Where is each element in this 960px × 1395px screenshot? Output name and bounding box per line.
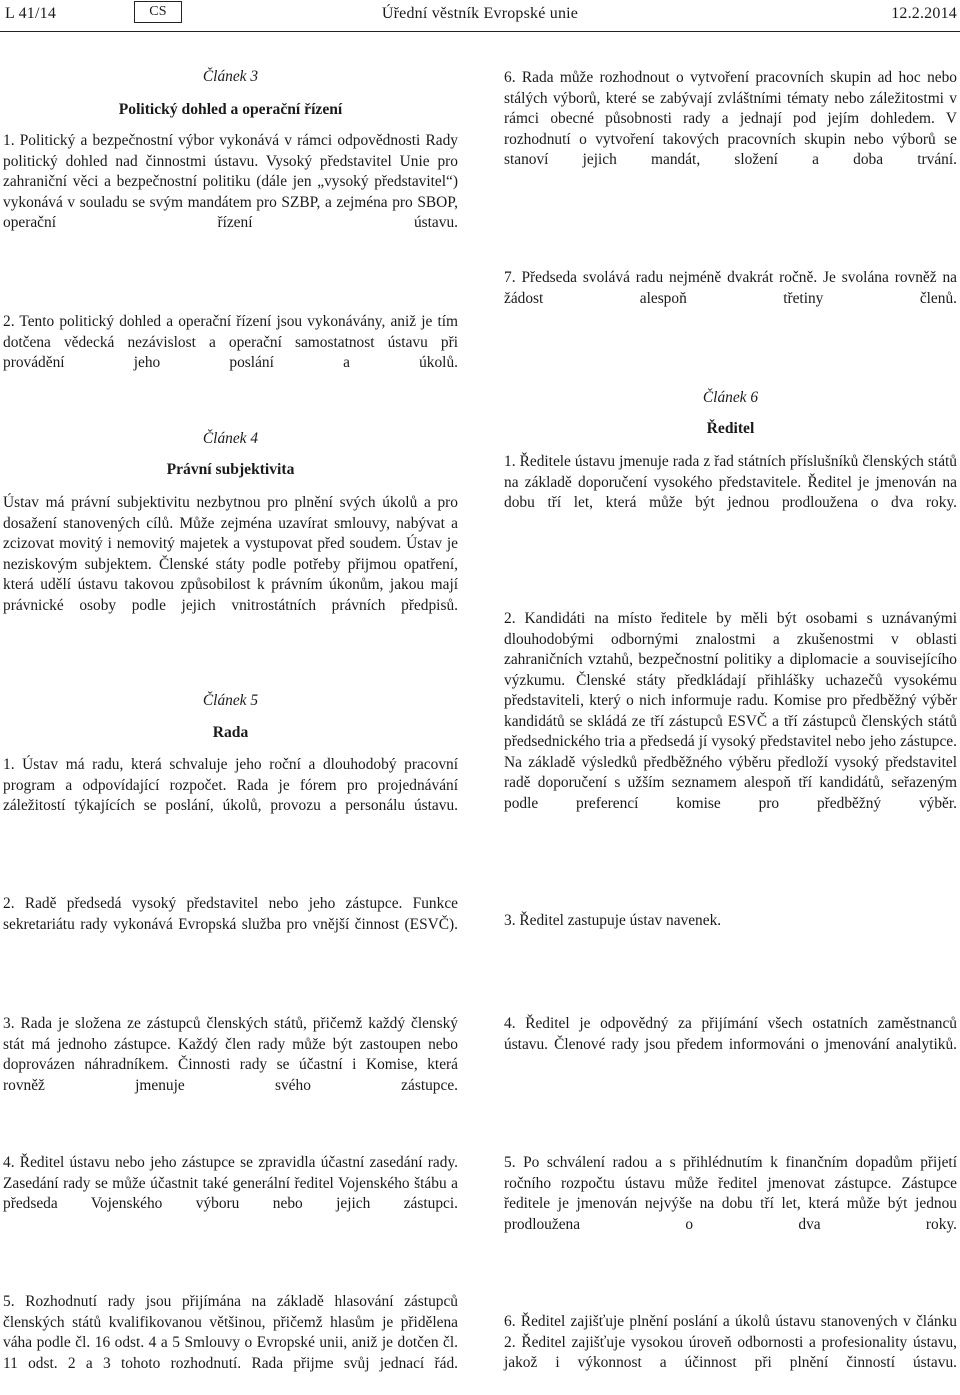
article-6-paragraph-5: 5. Po schválení radou a s přihlédnutím k finančním dopadům přijetí ročního rozpočtu ústavu může ředitel jmenovat zástupce. Zástupce ředitele je jmenován nejvýše na dobu tří let, která může být jednou prodloužena o dva roky. bbox=[504, 1154, 957, 1233]
article-4-title: Právní subjektivita bbox=[166, 461, 295, 478]
article-6-paragraph-3: 3. Ředitel zastupuje ústav navenek. bbox=[504, 912, 722, 929]
language-badge: CS bbox=[134, 1, 182, 23]
article-5-label: Článek 5 bbox=[202, 692, 259, 709]
article-4-label: Článek 4 bbox=[202, 430, 259, 447]
article-6-title: Ředitel bbox=[706, 420, 755, 437]
article-5-title: Rada bbox=[212, 724, 249, 741]
publication-date: 12.2.2014 bbox=[891, 5, 957, 22]
journal-title: Úřední věstník Evropské unie bbox=[381, 5, 579, 22]
article-6-label: Článek 6 bbox=[702, 389, 759, 406]
article-5-paragraph-7: 7. Předseda svolává radu nejméně dvakrát ročně. Je svolána rovněž na žádost alespoň třetiny členů. bbox=[504, 269, 957, 307]
article-6-paragraph-6: 6. Ředitel zajišťuje plnění poslání a úkolů ústavu stanovených v článku 2. Ředitel zajišťuje vysokou úroveň odbornosti a profesionality ústavu, jakož i výkonnost a účinnost při plnění činností ústavu. bbox=[504, 1313, 957, 1371]
article-3-paragraph-2: 2. Tento politický dohled a operační řízení jsou vykonávány, aniž je tím dotčena vědecká nezávislost a operační samostatnost ústavu při provádění jeho poslání a úkolů. bbox=[3, 313, 458, 371]
page-header bbox=[0, 0, 960, 32]
article-3-label: Článek 3 bbox=[202, 68, 259, 85]
article-5-paragraph-4: 4. Ředitel ústavu nebo jeho zástupce se zpravidla účastní zasedání rady. Zasedání rady se může účastnit také generální ředitel Vojenského štábu a předseda Vojenského výboru nebo jejich zástupci. bbox=[3, 1154, 458, 1212]
article-6-paragraph-2: 2. Kandidáti na místo ředitele by měli být osobami s uznávanými dlouhodobými odbornými znalostmi a zkušenostmi v oblasti zahraničních vztahů, bezpečnostní politiky a diplomacie a souvisejícího výzkumu. Členské státy předkládají přihlášky uchazečů vysokému představiteli, který o nich informuje radu. Komise pro předběžný výběr kandidátů se skládá ze tří zástupců ESVČ a tří zástupců členských států předsednického tria a předsedá jí vysoký představitel nebo jeho zástupce. Na základě výsledků předběžného výběru předloží vysoký představitel radě doporučení s užším seznamem alespoň tří kandidátů, seřazeným podle preferencí komise pro předběžný výběr. bbox=[504, 610, 957, 812]
article-5-paragraph-5: 5. Rozhodnutí rady jsou přijímána na základě hlasování zástupců členských států kvalifikovanou většinou, přičemž hlasům je přidělena váha podle čl. 16 odst. 4 a 5 Smlouvy o Evropské unii, aniž je dotčen čl. 11 odst. 2 a 3 tohoto rozhodnutí. Rada přijme svůj jednací řád. bbox=[3, 1293, 458, 1372]
article-3-paragraph-1: 1. Politický a bezpečnostní výbor vykonává v rámci odpovědnosti Rady politický dohled nad činnostmi ústavu. Vysoký představitel Unie pro zahraniční věci a bezpečnostní politiku (dále jen „vysoký představitel“) vykonává v souladu se svým mandátem pro SZBP, a zejména pro SBOP, operační řízení ústavu. bbox=[3, 132, 458, 231]
article-5-paragraph-2: 2. Radě předsedá vysoký představitel nebo jeho zástupce. Funkce sekretariátu rady vykonává Evropská služba pro vnější činnost (ESVČ). bbox=[3, 895, 458, 933]
article-6-paragraph-1: 1. Ředitele ústavu jmenuje rada z řad státních příslušníků členských států na základě doporučení vysokého představitele. Ředitel je jmenován na dobu tří let, která může být jednou prodloužena o dva roky. bbox=[504, 453, 957, 511]
article-5-paragraph-6: 6. Rada může rozhodnout o vytvoření pracovních skupin ad hoc nebo stálých výborů, které se zabývají zvláštními tématy nebo záležitostmi v rámci obecné působnosti rady a jednají pod jejím dohledem. V rozhodnutí o vytvoření takových pracovních skupin nebo výborů se stanoví jejich mandát, složení a doba trvání. bbox=[504, 69, 957, 168]
article-5-paragraph-3: 3. Rada je složena ze zástupců členských států, přičemž každý členský stát má jednoho zástupce. Každý člen rady může být zastoupen nebo doprovázen náhradníkem. Činnosti rady se účastní i Komise, která rovněž jmenuje svého zástupce. bbox=[3, 1015, 458, 1094]
article-5-paragraph-1: 1. Ústav má radu, která schvaluje jeho roční a dlouhodobý pracovní program a odpovídající rozpočet. Rada je fórem pro projednávání záležitostí týkajících se poslání, úkolů, provozu a personálu ústavu. bbox=[3, 756, 458, 814]
page-reference: L 41/14 bbox=[5, 5, 57, 22]
article-4-paragraph: Ústav má právní subjektivitu nezbytnou pro plnění svých úkolů a pro dosažení stanovených cílů. Může zejména uzavírat smlouvy, nabývat a zcizovat movitý i nemovitý majetek a vystupovat před soudem. Ústav je neziskovým subjektem. Členské státy podle potřeby přijmou opatření, která udělí ústavu takovou způsobilost k právním úkonům, jakou mají právnické osoby podle jejich vnitrostátních právních předpisů. bbox=[3, 494, 458, 614]
article-3-title: Politický dohled a operační řízení bbox=[118, 101, 343, 118]
article-6-paragraph-4: 4. Ředitel je odpovědný za přijímání všech ostatních zaměstnanců ústavu. Členové rady jsou předem informováni o jmenování analytiků. bbox=[504, 1015, 957, 1053]
